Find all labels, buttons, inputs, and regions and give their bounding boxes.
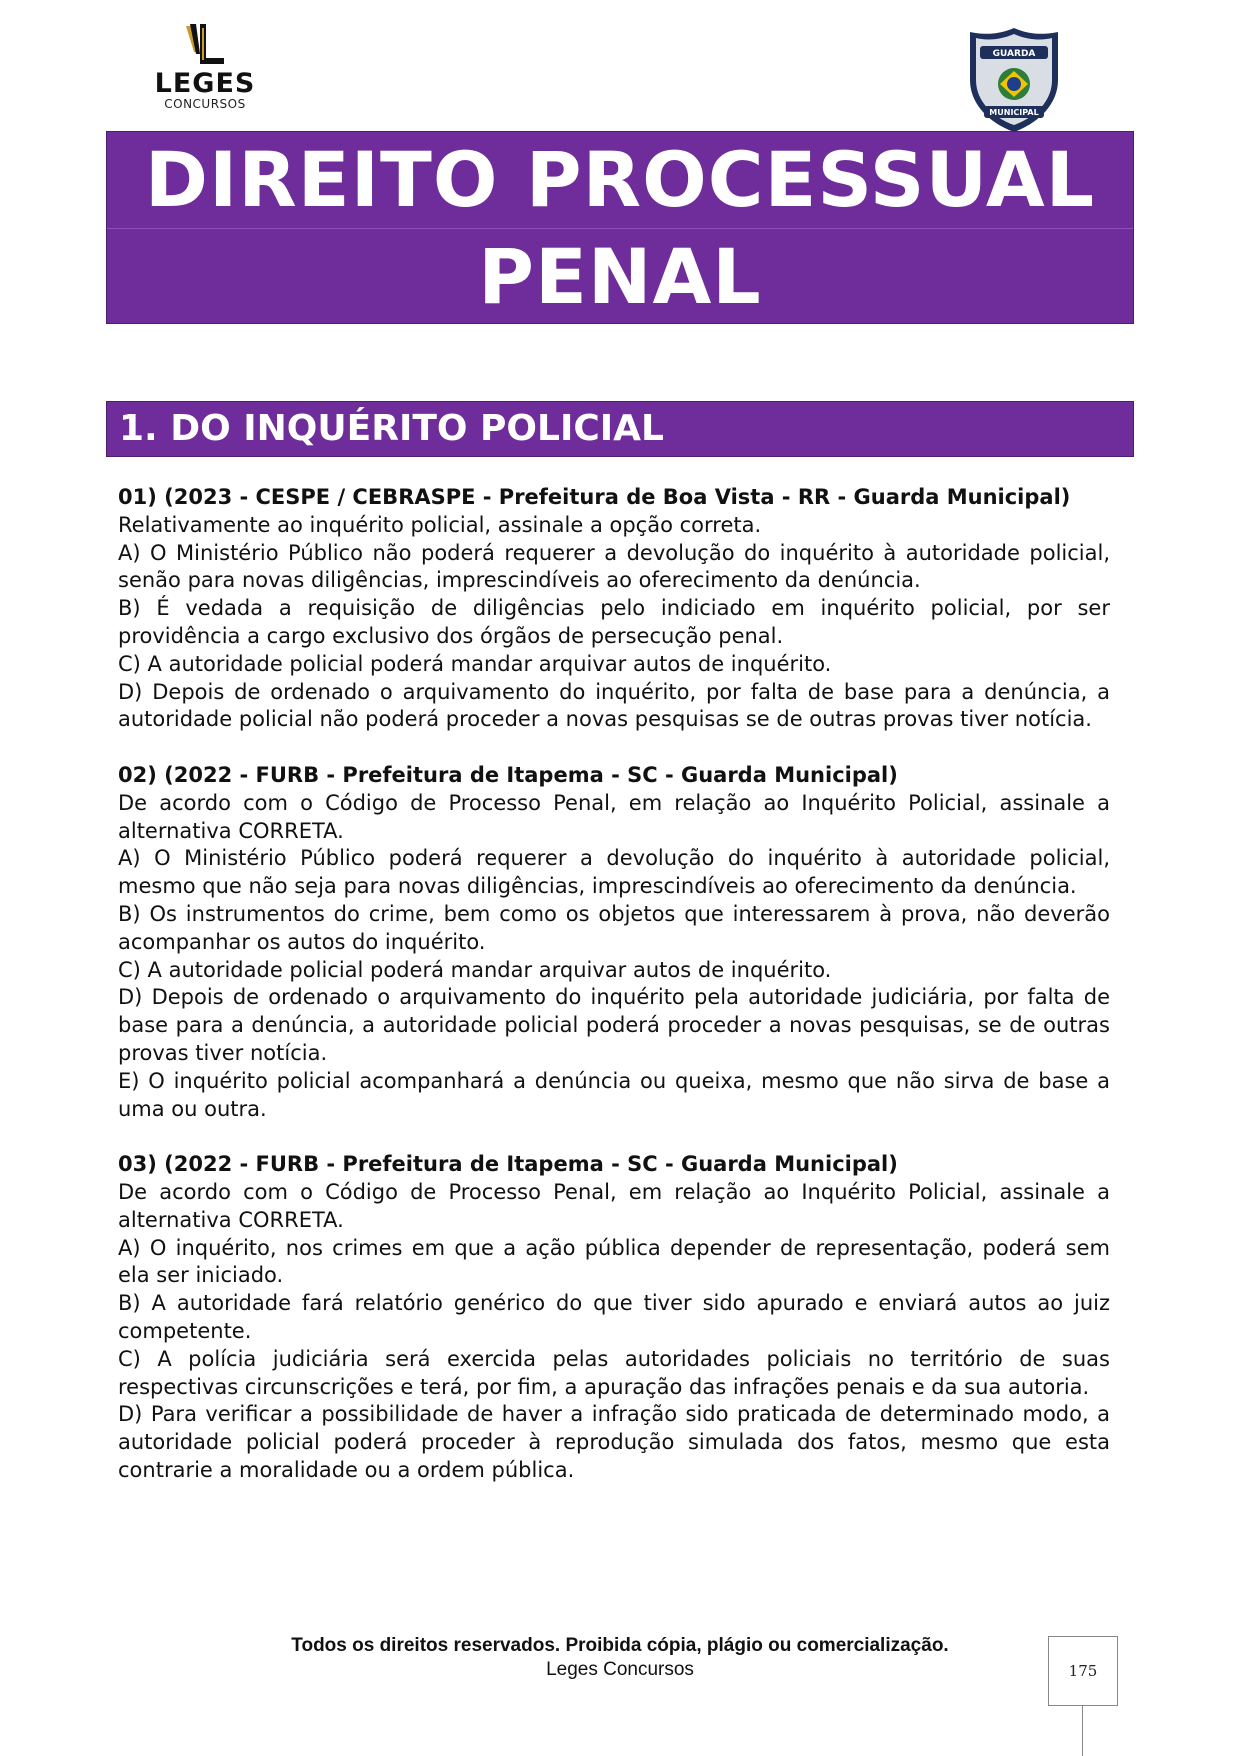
questions-list [118,484,1110,1512]
question-1 [118,484,1110,734]
page-title-banner [106,131,1134,324]
leges-logo-icon [180,22,230,68]
option-c: C) A autoridade policial poderá mandar arquivar autos de inquérito. [118,957,832,982]
option-c: C) A autoridade policial poderá mandar arquivar autos de inquérito. [118,651,832,676]
page-number-line [1082,1706,1083,1756]
option-a: A) O Ministério Público poderá requerer a devolução do inquérito à autoridade policial, mesmo que não seja para novas diligências, imprescindíveis ao oferecimento da denúncia. [118,846,1110,899]
guarda-municipal-badge [966,26,1062,134]
footer-rights: Todos os direitos reservados. Proibida cópia, plágio ou comercialização. [291,1635,949,1656]
question-3 [118,1151,1110,1485]
leges-logo [150,22,260,122]
option-d: D) Para verificar a possibilidade de haver a infração sido praticada de determinado modo, a autoridade policial poderá proceder à reprodução simulada dos fatos, mesmo que esta contrarie a moralidade ou a ordem pública. [118,1402,1110,1482]
page-title-line-1: DIREITO PROCESSUAL [144,135,1096,224]
question-2 [118,762,1110,1123]
footer-brand: Leges Concursos [546,1659,694,1680]
question-stem: De acordo com o Código de Processo Penal, em relação ao Inquérito Policial, assinale a alternativa CORRETA. [118,1179,1110,1232]
option-a: A) O inquérito, nos crimes em que a ação pública depender de representação, poderá sem ela ser iniciado. [118,1235,1110,1288]
question-header: 03) (2022 - FURB - Prefeitura de Itapema - SC - Guarda Municipal) [118,1152,898,1177]
option-b: B) A autoridade fará relatório genérico do que tiver sido apurado e enviará autos ao juiz competente. [118,1291,1110,1343]
option-a: A) O Ministério Público não poderá requerer a devolução do inquérito à autoridade policial, senão para novas diligências, imprescindíveis ao oferecimento da denúncia. [118,540,1110,593]
svg-text:MUNICIPAL: MUNICIPAL [989,108,1039,117]
page-number: 175 [1048,1636,1118,1706]
question-header: 02) (2022 - FURB - Prefeitura de Itapema - SC - Guarda Municipal) [118,762,898,787]
section-heading: 1. DO INQUÉRITO POLICIAL [106,401,1134,457]
logo-subtitle: CONCURSOS [164,97,246,111]
option-b: B) É vedada a requisição de diligências pelo indiciado em inquérito policial, por ser providência a cargo exclusivo dos órgãos de persecução penal. [118,596,1110,648]
page-title-line-2: PENAL [478,232,762,321]
option-d: D) Depois de ordenado o arquivamento do inquérito, por falta de base para a denúncia, a autoridade policial não poderá proceder a novas pesquisas se de outras provas tiver notícia. [118,679,1110,732]
option-b: B) Os instrumentos do crime, bem como os objetos que interessarem à prova, não deverão acompanhar os autos do inquérito. [118,901,1110,954]
svg-text:GUARDA: GUARDA [992,49,1036,59]
question-stem: Relativamente ao inquérito policial, assinale a opção correta. [118,512,762,537]
shield-icon [966,26,1062,134]
question-stem: De acordo com o Código de Processo Penal, em relação ao Inquérito Policial, assinale a alternativa CORRETA. [118,790,1110,843]
option-d: D) Depois de ordenado o arquivamento do inquérito pela autoridade judiciária, por falta de base para a denúncia, a autoridade policial poderá proceder a novas pesquisas, se de outras provas tiver notícia. [118,985,1110,1065]
question-header: 01) (2023 - CESPE / CEBRASPE - Prefeitura de Boa Vista - RR - Guarda Municipal) [118,485,1071,509]
logo-name: LEGES [154,68,256,99]
option-e: E) O inquérito policial acompanhará a denúncia ou queixa, mesmo que não sirva de base a uma ou outra. [118,1068,1110,1121]
option-c: C) A polícia judiciária será exercida pelas autoridades policiais no território de suas respectivas circunscrições e terá, por fim, a apuração das infrações penais e da sua autoria. [118,1346,1110,1399]
